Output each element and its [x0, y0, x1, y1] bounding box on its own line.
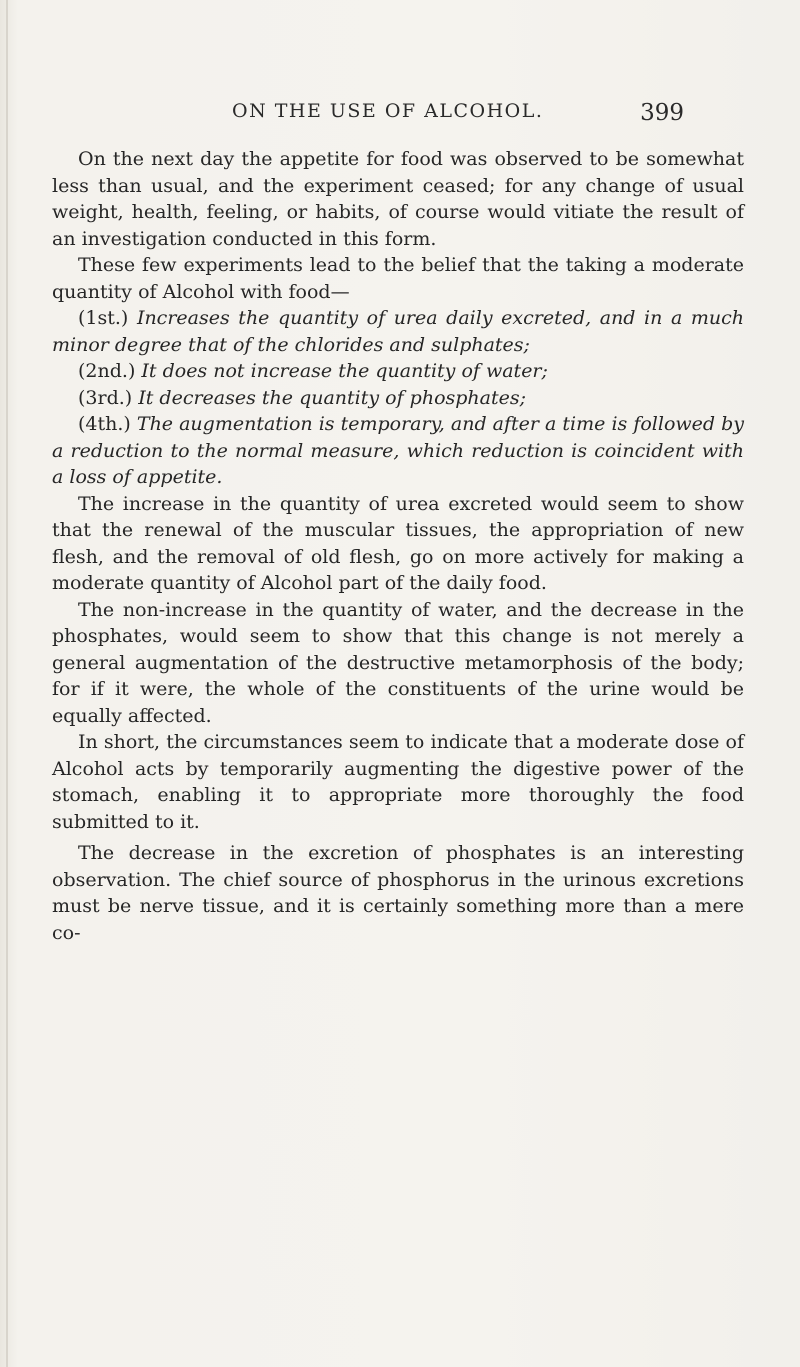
conclusion-item: [52, 305, 744, 358]
paragraph: In short, the circumstances seem to indicate that a moderate dose of Alcohol acts by temporarily augmenting the digestive power of the stomach, enabling it to appropriate more thoroughly the food submitted to it.: [52, 731, 744, 833]
page-number: 399: [640, 100, 684, 126]
conclusion-number: (2nd.): [78, 360, 136, 382]
conclusion-number: (1st.): [78, 307, 129, 329]
paragraph: The non-increase in the quantity of water, and the decrease in the phosphates, would seem to show that this change is not merely a general augmentation of the destructive metamorphosis of the body; for if it were, the whole of the constituents of the urine would be equally affected.: [52, 598, 744, 727]
conclusion-text: Increases the quantity of urea daily excreted, and in a much minor degree that of the chlorides and sulphates;: [52, 307, 744, 356]
conclusion-number: (4th.): [78, 413, 131, 435]
page-body: [52, 146, 744, 946]
conclusion-item: [52, 411, 744, 491]
conclusion-item: [52, 385, 744, 412]
page-gutter: [6, 0, 8, 1367]
conclusion-number: (3rd.): [78, 386, 133, 409]
page-header: [232, 100, 684, 134]
conclusion-text: The augmentation is temporary, and after a time is followed by a reduction to the normal measure, which reduction is coincident with a loss of appetite.: [52, 413, 745, 488]
conclusion-item: [52, 358, 744, 385]
conclusion-text: It does not increase the quantity of water;: [141, 360, 548, 382]
paragraph: On the next day the appetite for food was observed to be somewhat less than usual, and the experiment ceased; for any change of usual weight, health, feeling, or habits, of course would vitiate the result of an investigation conducted in this form.: [52, 148, 744, 250]
conclusion-text: It decreases the quantity of phosphates;: [138, 386, 527, 409]
paragraph: These few experiments lead to the belief that the taking a moderate quantity of Alcohol with food—: [52, 254, 744, 303]
paragraph: The decrease in the excretion of phosphates is an interesting observation. The chief source of phosphorus in the urinous excretions must be nerve tissue, and it is certainly something more than a mere co-: [52, 842, 744, 944]
paragraph: The increase in the quantity of urea excreted would seem to show that the renewal of the muscular tissues, the appropriation of new flesh, and the removal of old flesh, go on more actively for making a moderate quantity of Alcohol part of the daily food.: [52, 492, 744, 594]
running-head: ON THE USE OF ALCOHOL.: [232, 100, 544, 122]
